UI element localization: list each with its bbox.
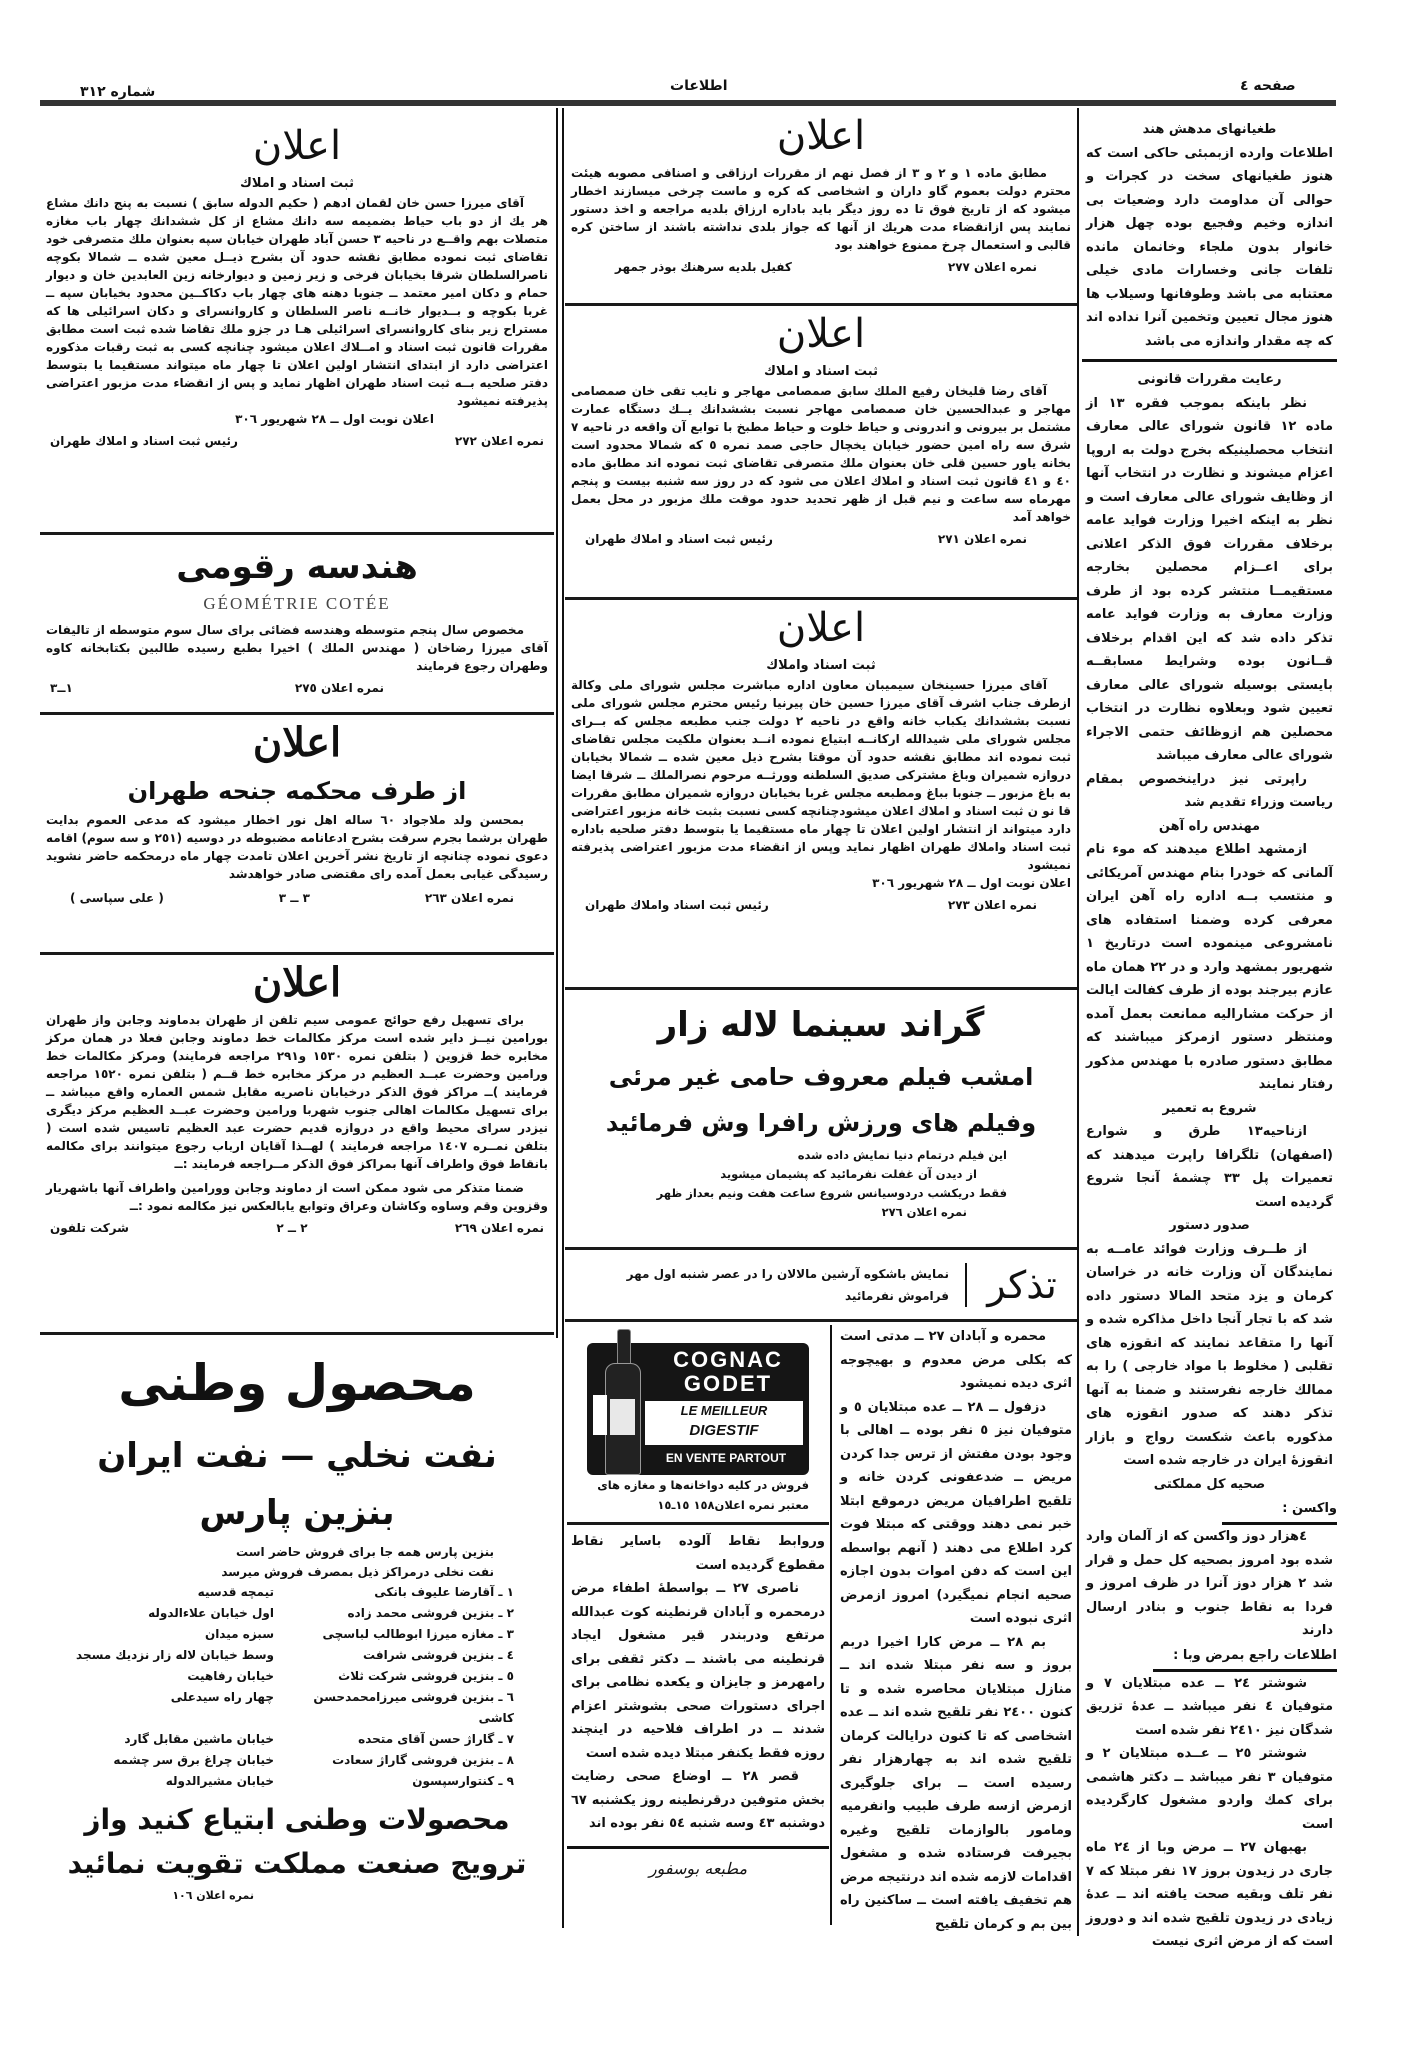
article-body: شوشتر ۲٥ ــ عــده مبتلایان ۲ و متوفیان ۳ نفر میباشد ــ دکتر هاشمی برای کمك واردو مشغول کارگردیده است	[1086, 1746, 1333, 1832]
ad-subtitle: ثبت اسناد واملاك	[766, 658, 876, 673]
ad-signer: کفیل بلدیه سرهنك بوذر جمهر	[615, 260, 792, 274]
ad-subtitle: ثبت اسناد و املاك	[764, 364, 878, 379]
cinema-line: امشب فیلم معروف حامی غیر مرئی	[608, 1063, 1034, 1091]
article-body: بهبهان ۲۷ ــ مرض وبا از ۲٤ ماه جاری در زیدون بروز ۱۷ نفر مبتلا که ۷ نفر تلف وبقیه صحت یافته اند ــ عدهٔ زیادی در زیدون تلقیح شده اند و دوروز است که از مرض اثری نیست	[1086, 1840, 1333, 1949]
seller-name: ۳ ـ مغازه میرزا ابوطالب لباسچی	[322, 1627, 514, 1641]
news-cholera-continued	[567, 1530, 829, 1920]
cinema-text: این فیلم درتمام دنیا نمایش داده شده	[797, 1148, 1007, 1162]
ad-number: نمره اعلان ۲٦۳	[424, 891, 514, 905]
news-paragraph: دزفول ــ ۲۸ ــ عده مبتلایان ٥ و متوفیان نیز ٥ نفر بوده ــ اهالی با وجود بودن مفتش از ترس جدا کردن مریض ــ ضدعفونی کردن خانه و تلقیح اطرافیان مریض درموقع ابتلا خبر نمی دهند ووقتی که مبتلا فوت کرد اطلاع می دهند ( آنهم بواسطه این است که دفن اموات بدون اجازه صحیه انجام نمیگیرد) امروز ازمرض اثری نبوده است	[840, 1399, 1072, 1626]
ad-series: ۱ــ۳	[50, 681, 73, 695]
column-rule	[562, 108, 564, 1928]
cognac-tagline-box	[645, 1401, 803, 1445]
seller-address: تیمچه قدسیه	[197, 1585, 274, 1599]
seller-address: چهار راه سیدعلی	[170, 1690, 274, 1704]
article-body: شوشتر ۲٤ ــ عده مبتلایان ۷ و متوفیان ٤ نفر میباشد ــ عدهٔ تزریق شدگان نیز ۲٤۱۰ نفر شده است	[1086, 1675, 1334, 1738]
ad-number: نمره اعلان ۱۰٦	[172, 1889, 254, 1902]
ad-body: بمحسن ولد ملاجواد ٦۰ ساله اهل نور اخطار میشود که مدعی العموم بدایت طهران برشما بجرم سرقت بشرح ادعانامه مضبوطه در دوسیه (۲٥۱ و سه سوم) اقامه دعوی نموده چنانچه از تاریخ نشر آخرین اعلان تامدت چهار ماه درمحکمه حاضر نشوید رسیدگی غیابی بعمل آمده رای مقتضی صادر خواهدشد	[46, 813, 548, 881]
cognac-caption: فروش در کلیه دواخانه‌ها و مغازه های معتبر نمره اعلان۱٥۸ ۱٥ـ۱٥	[597, 1478, 809, 1512]
ad-series: ۳ ــ ۳	[278, 891, 310, 905]
article-title: رعایت مقررات قانونی	[1137, 372, 1282, 387]
article-title: مهندس راه آهن	[1158, 818, 1261, 834]
seller-address: اول خیابان علاءالدوله	[148, 1606, 274, 1620]
reminder-text: نمایش باشکوه آرشین مالالان را در عصر شنبه اول مهر	[626, 1266, 949, 1281]
ad-intro: بنزین پارس همه جا برای فروش حاضر است	[236, 1545, 494, 1559]
ad-number: نمره اعلان ۲۷٦	[881, 1205, 967, 1219]
seller-row	[40, 1603, 514, 1624]
ad-body: مخصوص سال پنجم متوسطه وهندسه فضائی برای سال سوم متوسطه از تالیفات آقای میرزا رضاخان ( مهندس الملك ) اخیرا بطبع رسیده طالبین بکتابخانه کاوه وطهران رجوع فرمایند	[46, 623, 548, 673]
article-body: ازمشهد اطلاع میدهند که موء نام آلمانی که خودرا بنام مهندس آمریکائی و منتسب بــه اداره راه آهن ایران معرفی کرده وضمنا استفاده های نامشروعی مینموده است درتاریخ ۱ شهریور بمشهد وارد و در ۲۲ همان ماه عازم بیرجند بوده از طرف کفالت ایالت از حرکت مشارالیه ممانعت بعمل آمده ومنتظر دستور ازمرکز میباشند که مطابق دستور صادره با مهندس مذکور رفتار نمایند	[1086, 842, 1333, 1092]
seller-name: ۷ ـ گاراژ حسن آقای متحده	[358, 1732, 514, 1746]
page-number: صفحه ٤	[1240, 78, 1296, 94]
ad-latin-title: GÉOMÉTRIE COTÉE	[203, 594, 391, 613]
ad-signer: رئیس ثبت اسناد واملاك طهران	[585, 898, 769, 912]
cinema-title: گراند سینما لاله زار	[657, 1005, 985, 1045]
ad-number: نمره اعلان ۲۷۲	[454, 434, 544, 448]
seller-name: ۱ ـ آقارضا علیوف بانکی	[374, 1585, 514, 1599]
printer-signature: مطبعه بوسفور	[648, 1858, 748, 1878]
ad-title: اعلان	[252, 123, 342, 169]
ad-272	[40, 110, 554, 535]
article-title: صحیه کل مملکتی	[1153, 1476, 1266, 1492]
geometry-book-ad	[40, 535, 554, 715]
seller-list	[40, 1582, 554, 1792]
article-body: ٤هزار دوز واکسن که از آلمان وارد شده بود امروز بصحیه کل حمل و قرار شد ۲ هزار دوز آنرا در ظرف امروز و فردا به نقاط جنوب و بنادر ارسال دارند	[1086, 1529, 1333, 1638]
ad-number: نمره اعلان ۲٦۹	[454, 1221, 544, 1235]
seller-row	[40, 1666, 514, 1687]
seller-row	[40, 1771, 514, 1792]
reminder-box	[565, 1250, 1077, 1322]
ad-signer: شرکت تلفون	[50, 1221, 129, 1235]
ad-subtitle: از طرف محکمه جنحه طهران	[127, 777, 467, 805]
section-heading: اطلاعات راجع بمرض وبا :	[1153, 1643, 1337, 1672]
article-body: نظر باینکه بموجب فقره ۱۳ از ماده ۱۲ قانون شورای عالی معارف انتخاب محصلینیکه بخرج دولت به اروپا اعزام میشوند و نظارت در انتخاب آنها از وظایف شورای عالی معارف است و نظر به اینکه اخیرا وزارت فواید عامه برخلاف مقررات فوق الذکر اعلانی برای اعــزام محصلین بخارجه مستقیمــا منتشر کرده بود از طرف وزارت معارف به وزارت فواید عامه تذکر داده شد که این اقدام برخلاف قــانون بوده وشرایط مسابقــه بایستی بوسیله شورای عالی معارف تعیین شود وبعلاوه نظارت در انتخاب محصلین هم ازوظائف حتمی الاجراء شورای عالی معارف میباشد	[1086, 395, 1333, 763]
seller-name: ۹ ـ کنتوارسپسون	[412, 1774, 514, 1788]
seller-address: خیابان رفاهیت	[187, 1669, 274, 1683]
article-body: اطلاعات وارده ازبمبئی حاکی است که هنوز طغیانهای سخت در کجرات و حوالی آن مداومت دارد وضعیات بی اندازه وخیم وفجیع بوده چهل هزار خانوار بدون ملجاء وخانمان مانده تلفات جانی وخسارات مادی خیلی معتنابه می باشد وطوفانها وسیلاب ها هنوز مجال تعیین وتخمین آنرا نداده اند که چه مقدار واندازه می باشد	[1086, 145, 1333, 349]
ad-notice: اعلان نوبت اول ــ ۲۸ شهریور ۳۰٦	[235, 412, 434, 426]
cognac-tagline: EN VENTE PARTOUT	[665, 1451, 787, 1465]
ad-271	[565, 306, 1077, 600]
seller-address: وسط خیابان لاله زار نزدیك مسجد	[76, 1648, 274, 1662]
issue-number: شماره ۳۱۲	[80, 84, 156, 100]
news-paragraph: ناصری ۲۷ ــ بواسطهٔ اطفاء مرض درمحمره و آبادان قرنطینه کوت عبدالله مرتفع ودربندر قیر مشغول ایجاد قرنطینه می باشند ــ دکتر ثقفی برای رامهرمز و جایزان و یکعده نظامی برای اجرای دستورات صحی بشوشتر اعزام شدند ــ در اطراف فلاحیه در اینچند روزه فقط یکنفر مبتلا دیده شده است	[571, 1581, 825, 1761]
column-rule	[556, 108, 558, 1338]
ad-title: هندسه رقومی	[176, 547, 418, 587]
seller-name: ۸ ـ بنزین فروشی گاراژ سعادت	[332, 1753, 514, 1767]
section-heading: واکسن :	[1222, 1496, 1337, 1525]
ad-number: نمره اعلان ۲۷٥	[294, 681, 384, 695]
cinema-text: فقط دریکشب دردوسیانس شروع ساعت هفت ونیم بعداز ظهر	[656, 1186, 1007, 1200]
ad-line: نفت نخلي — نفت ایران	[97, 1436, 497, 1476]
ad-273	[565, 600, 1077, 990]
seller-name: ۲ ـ بنزین فروشی محمد زاده	[347, 1606, 514, 1620]
reminder-text: فراموش نفرمائید	[844, 1288, 949, 1303]
column-rule	[830, 1325, 832, 1925]
news-paragraph: قصر ۲۸ ــ اوضاع صحی رضایت بخش متوفین درقرنطینه روز یکشنبه ٦۷ دوشنبه ٤۳ وسه شنبه ٥٤ نفر بوده اند	[571, 1769, 825, 1831]
seller-row	[40, 1687, 514, 1729]
ad-slogan: محصولات وطنی ابتیاع کنید واز	[84, 1803, 510, 1836]
column-rule	[1077, 108, 1079, 1936]
article-body: از طــرف وزارت فوائد عامــه به نمایندگان آن وزارت خانه در خراسان کرمان و یزد متحد المالا دستور داده شد که با تجار آنجا داخل مذاکره شده و آنها را متقاعد نمایند که انقوزه های تقلبی ( مخلوط با مواد خارجی ) را به ممالك خارجه نفرستند و ضمنا به آنها تذکر دهند که صدور انقوزه های مذکوره باعث شکست رواج و بازار انقوزهٔ ایران در خارجه شده است	[1086, 1241, 1333, 1468]
news-paragraph: وروابط نقاط آلوده باسایر نقاط مقطوع گردیده است	[571, 1534, 825, 1573]
seller-name: ٦ ـ بنزین فروشی میرزامحمدحسن کاشی	[313, 1690, 514, 1725]
ad-title: اعلان	[776, 605, 866, 651]
cognac-brand: COGNAC	[673, 1347, 783, 1372]
ad-number: نمره اعلان ۲۷۷	[947, 260, 1037, 274]
seller-name: ٥ ـ بنزین فروشی شرکت ثلاث	[338, 1669, 514, 1683]
news-column	[1082, 110, 1337, 1949]
news-cholera	[836, 1325, 1076, 1932]
ad-body-note: ضمنا متذکر می شود ممکن است از دماوند وجابن وورامین واطراف آنها باشهریار وقزوین وقم وساوه وکاشان وعراق وتوابع یابالعکس نیز مکالمه نمود :ــ	[46, 1181, 548, 1213]
ad-number: نمره اعلان ۲۷۱	[937, 532, 1027, 546]
seller-address: خیابان چراغ برق سر چشمه	[113, 1753, 274, 1767]
header-rule	[40, 100, 1336, 106]
ad-body: آقای میرزا حسن خان لقمان ادهم ( حکیم الدوله سابق ) نسبت به پنج دانك مشاع هر يك از دو باب حیاط بضمیمه سه دانك مشاع از کل ششدانك چهار باب مغازه متصلات بهم واقــع در ناحیه ۳ حسن آباد طهران خیابان سپه بعنوان ملك متصرفی خود تقاضای ثبت نموده مطابق نقشه حدود آن بشرح ذیــل معین شده ــ شمالا بکوچه ناصرالسلطان شرقا بخیابان فرخی و زیر زمین و دیوارخانه زین العابدین خان و دیوار حمام و دکان امیر معتمد ــ جنوبا دهنه های چهار باب دکاکــین محدود بخیابان سپه ــ غربا بکوچه و بــدیوار خانــه ناصر السلطان و کاروانسرای و دکان اسرائیلی ها که مستراح زیر بنای کاروانسرای اسرائیلی هـا در جزو ملك تقاضا شده ثبت است مطابق مقررات قانون ثبت اسناد و امــلاك اعلان میشود چنانچه کسی به ثبت رقبات مذکوره اعتراضی دارد از ابتدای انتشار اولین اعلان تا چهار ماه میتواند مستقیما یا بتوسط دفتر صلحیه بــه ثبت اسناد طهران اظهار نماید و پس از انقضاء مدت مزبور اعتراضی پذیرفته نمیشود	[46, 196, 549, 408]
ad-title: محصول وطنی	[118, 1354, 476, 1412]
ad-277	[565, 108, 1077, 306]
seller-row	[40, 1645, 514, 1666]
newspaper-name: اطلاعات	[670, 78, 728, 94]
seller-address: خیابان مشیرالدوله	[165, 1774, 274, 1788]
cognac-tagline: LE MEILLEUR	[680, 1403, 768, 1418]
ad-number: نمره اعلان ۲۷۳	[947, 898, 1037, 912]
article-title: شروع به تعمیر	[1162, 1100, 1257, 1116]
telephone-ad	[40, 955, 554, 1335]
ad-body: مطابق ماده ۱ و ۲ و ۳ از فصل نهم از مقررات ارزاقی و اصنافی مصوبه هیئت محترم دولت بعموم گاو داران و اشخاصی که کره و ماست چرخی میسازند اخطار میشود که از تاریخ فوق تا ده روز دیگر باید باداره ارزاق بلدیه مراجعه و اخذ دستور نمایند پس ازانقضاء مدت هریك از آنها که جواز بلدی نداشته باشند از ساختن کره قالبی و استعمال چرخ ممنوع خواهند بود	[571, 166, 1071, 252]
seller-name: ٤ ـ بنزین فروشی شرافت	[363, 1648, 514, 1662]
cinema-line: وفیلم های ورزش رافرا وش فرمائید	[605, 1109, 1037, 1137]
ad-notice: اعلان نوبت اول ــ ۲۸ شهریور ۳۰٦	[872, 876, 1071, 890]
cognac-tagline: DIGESTIF	[689, 1422, 759, 1439]
seller-row	[40, 1750, 514, 1771]
seller-address: سبزه میدان	[204, 1627, 274, 1641]
ad-body: آقای رضا قلیخان رفیع الملك سابق صمصامی مهاجر و نایب تقی خان صمصامی مهاجر و عبدالحسین خان صمصامی مهاجر نسبت بششدانك يــك دستگاه عمارت مشتمل بر بیرونی و اندرونی و حیاط خلوت و حیاط مطبخ با توابع آن واقعه در ناحیه ۷ شرق سه راه امین حضور خیابان یخچال حاجی صمد نمره ٥ که شمالا محدود است بخانه یاور حسین قلی خان بعنوان ملك متصرفی تقاضای ثبت نموده اند مطابق ماده ٤۰ و ٤۱ قانون ثبت اسناد و املاك اعلان می شود که در روز سه شنبه بیست و پنجم مهرماه سه ساعت و نیم قبل از ظهر تحدید حدود موقت ملك مزبور در محل بعمل خواهد آمد	[571, 384, 1072, 524]
ad-signer: رئیس ثبت اسناد و املاك طهران	[50, 434, 238, 448]
ad-intro: نفت نخلی درمراکز ذیل بمصرف فروش میرسد	[221, 1565, 494, 1579]
article-body: ازناحیه۱۳ طرق و شوارع (اصفهان) تلگرافا راپرت میدهند که تعمیرات پل ۳۳ چشمهٔ آنجا شروع گردیده است	[1086, 1124, 1333, 1210]
ad-body: برای تسهیل رفع حوائج عمومی سیم تلفن از طهران بدماوند وجابن واز طهران بورامین نیــز دایر شده است مرکز مکالمات خط دماوند وجابن فعلا در همان مرکز مخابره خط قزوین ( بتلفن نمره ۱٥۳۰ و۲۹۱ مراجعه فرمایند) ومرکز مکالمات خط ورامین وحضرت عبــد العظیم در مرکز مخابره خط قــم ( بتلفن نمره ۱٥۲۰ مراجعه فرمایند )ــ مراکز فوق الذکر درخیابان ناصریه مقابل شمس العماره واقع میباشد ــ برای تسهیل مکالمات اهالی جنوب شهربا ورامین وحضرت عبــد العظیم مرکز دیگری نیزدر سرای محیط واقع در دروازه قدیم حضرت عبد العظیم تاسیس شده است ( بتلفن نمــره ۱٤۰۷ مراجعه فرمایند ) لهــذا آقایان ارباب رجوع میتوانند برای مکالمه بانقاط فوق واطراف آنها بمراکز فوق الذکر مــراجعه فرمایند :ــ	[46, 1013, 549, 1171]
reminder-title: تذکر	[965, 1263, 1077, 1307]
ad-slogan: ترویج صنعت مملکت تقویت نمائید	[67, 1847, 527, 1880]
seller-row	[40, 1729, 514, 1750]
seller-row	[40, 1582, 514, 1603]
ad-subtitle: ثبت اسناد و املاك	[240, 176, 354, 191]
cognac-brand: GODET	[683, 1371, 773, 1396]
ad-body: آقای میرزا حسینخان سیمیبان معاون اداره مباشرت مجلس شورای ملی وکالة ازطرف جناب اشرف آقای میرزا حسین خان پیرنیا رئیس محترم مجلس شورای ملی نسبت بششدانك یکباب خانه واقع در ناحیه ۲ دولت جنب مطبعه مجلس که بــرای مجلس شورای ملی شیدالله ارکانــه ابتیاع نموده انــد بعنوان ملکیت مجلس تقاضای ثبت نموده اند مطابق نقشه حدود آن موقتا بشرح ذیل معین شده ــ شمالا بخیابان دروازه شمیران وباغ مشترکی صدیق السلطنه وورثــه مرحوم نصرالملك ــ شرقا ایضا به باغ مزبور ــ جنوبا بباغ ومطبعه مجلس غربا بخیابان دروازه شمیران مطابق مقررات قا نو ن ثبت اسناد و املاك اعلان میشودچنانچه کسی نسبت بثبت خانه مزبور اعتراضی دارد میتواند از انتشار اولین اعلان تا چهار ماه مستقیما یا بتوسط دفتر صلحیه باداره ثبت اسناد واملاك طهران اظهار نماید وپس از انقضاء مدت مزبور اعتراضی پذیرفته نمیشود	[571, 678, 1071, 872]
ad-title: اعلان	[252, 959, 342, 1006]
court-ad	[40, 715, 554, 955]
ad-title: اعلان	[776, 113, 866, 159]
news-paragraph: محمره و آبادان ۲۷ ــ مدتی است که بکلی مرض معدوم و بهیچوجه اثری دیده نمیشود	[840, 1329, 1072, 1391]
cinema-text: از دیدن آن غفلت نفرمائید که پشیمان میشوید	[720, 1167, 977, 1181]
seller-address: خیابان ماشین مقابل گارد	[124, 1732, 274, 1746]
cognac-ad	[567, 1325, 829, 1525]
ad-series: ۲ ــ ۲	[276, 1221, 308, 1235]
ad-title: اعلان	[252, 719, 342, 766]
domestic-products-ad	[40, 1338, 554, 1948]
news-paragraph: بم ۲۸ ــ مرض کارا اخیرا دربم بروز و سه نفر مبتلا شده اند ــ منازل مبتلایان محاصره شده و تا کنون ۲٤۰۰ نفر تلقیح شده اند ــ عده اشخاصی که تا کنون درایالت کرمان تلقیح شده اند به چهارهزار نفر رسیده است ــ برای جلوگیری ازمرض ازسه طرف طبیب وانفرمیه ومامور بالوازمات تلقیح وغیره بجیرفت فرستاده شده و مشغول اقدامات لازمه شده اند درنتیجه مرض هم تخفیف یافته است ــ ساکنین راه بین بم و کرمان تلقیح	[840, 1634, 1073, 1932]
bottle-icon	[605, 1329, 641, 1475]
ad-title: اعلان	[776, 311, 866, 357]
ad-signer: ( علی سپاسی )	[70, 891, 164, 905]
article-title: صدور دستور	[1169, 1218, 1250, 1233]
article-body: راپرتی نیز دراینخصوص بمقام ریاست وزراء تقدیم شد	[1086, 771, 1333, 810]
cinema-ad	[565, 990, 1077, 1250]
article-title: طغیانهای مدهش هند	[1142, 122, 1277, 137]
ad-signer: رئیس ثبت اسناد و املاك طهران	[585, 532, 773, 546]
seller-row	[40, 1624, 514, 1645]
ad-line: بنزین پارس	[199, 1493, 395, 1533]
